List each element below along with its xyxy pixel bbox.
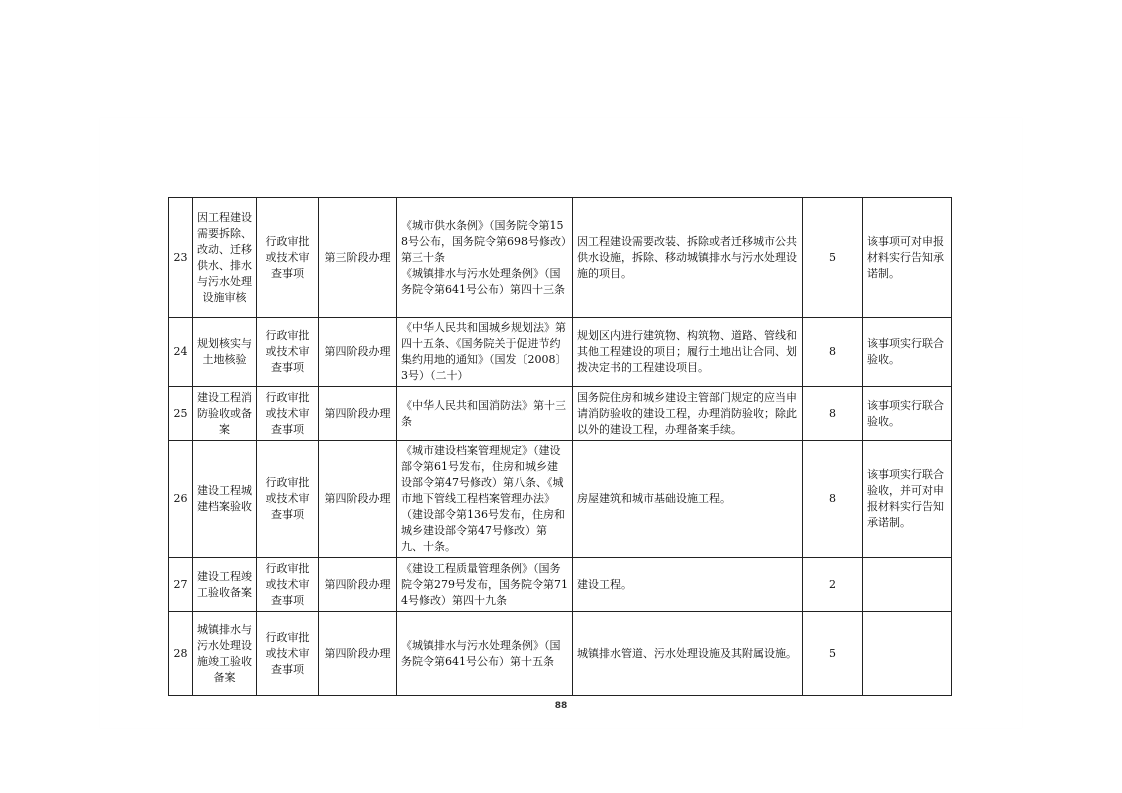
legal-basis: 《中华人民共和国城乡规划法》第四十五条、《国务院关于促进节约集约用地的通知》（国发〔2008〕3号）（二十） bbox=[397, 318, 573, 387]
item-name: 规划核实与土地核验 bbox=[193, 318, 257, 387]
row-number: 26 bbox=[169, 441, 193, 558]
remarks bbox=[863, 558, 952, 612]
time-limit-days: 8 bbox=[803, 387, 863, 441]
remarks bbox=[863, 612, 952, 696]
row-number: 28 bbox=[169, 612, 193, 696]
item-type: 行政审批或技术审查事项 bbox=[257, 198, 319, 318]
item-type: 行政审批或技术审查事项 bbox=[257, 318, 319, 387]
handling-stage: 第四阶段办理 bbox=[319, 318, 397, 387]
item-name: 建设工程城建档案验收 bbox=[193, 441, 257, 558]
row-number: 27 bbox=[169, 558, 193, 612]
handling-stage: 第四阶段办理 bbox=[319, 441, 397, 558]
time-limit-days: 2 bbox=[803, 558, 863, 612]
remarks: 该事项可对申报材料实行告知承诺制。 bbox=[863, 198, 952, 318]
time-limit-days: 5 bbox=[803, 198, 863, 318]
applicable-scope: 建设工程。 bbox=[573, 558, 803, 612]
handling-stage: 第三阶段办理 bbox=[319, 198, 397, 318]
item-name: 因工程建设需要拆除、改动、迁移供水、排水与污水处理设施审核 bbox=[193, 198, 257, 318]
applicable-scope: 国务院住房和城乡建设主管部门规定的应当申请消防验收的建设工程，办理消防验收；除此以外的建设工程，办理备案手续。 bbox=[573, 387, 803, 441]
time-limit-days: 8 bbox=[803, 441, 863, 558]
time-limit-days: 5 bbox=[803, 612, 863, 696]
legal-basis-line-1: 《城市供水条例》（国务院令第158号公布，国务院令第698号修改）第三十条 bbox=[401, 218, 567, 264]
applicable-scope: 规划区内进行建筑物、构筑物、道路、管线和其他工程建设的项目；履行土地出让合同、划拨决定书的工程建设项目。 bbox=[573, 318, 803, 387]
handling-stage: 第四阶段办理 bbox=[319, 387, 397, 441]
row-number: 25 bbox=[169, 387, 193, 441]
table-row bbox=[169, 441, 952, 558]
item-name: 建设工程竣工验收备案 bbox=[193, 558, 257, 612]
remarks: 该事项实行联合验收。 bbox=[863, 318, 952, 387]
legal-basis-line-2: 《城镇排水与污水处理条例》（国务院令第641号公布）第四十三条 bbox=[401, 266, 565, 296]
legal-basis: 《中华人民共和国消防法》第十三条 bbox=[397, 387, 573, 441]
item-type: 行政审批或技术审查事项 bbox=[257, 387, 319, 441]
item-type: 行政审批或技术审查事项 bbox=[257, 558, 319, 612]
table-row bbox=[169, 198, 952, 318]
table-row bbox=[169, 558, 952, 612]
applicable-scope: 房屋建筑和城市基础设施工程。 bbox=[573, 441, 803, 558]
applicable-scope: 城镇排水管道、污水处理设施及其附属设施。 bbox=[573, 612, 803, 696]
legal-basis: 《城市建设档案管理规定》（建设部令第61号发布，住房和城乡建设部令第47号修改）第八条、《城市地下管线工程档案管理办法》（建设部令第136号发布，住房和城乡建设部令第47号修改）第九、十条。 bbox=[397, 441, 573, 558]
table-row bbox=[169, 387, 952, 441]
legal-basis: 《城镇排水与污水处理条例》（国务院令第641号公布）第十五条 bbox=[397, 612, 573, 696]
handling-stage: 第四阶段办理 bbox=[319, 612, 397, 696]
row-number: 23 bbox=[169, 198, 193, 318]
remarks: 该事项实行联合验收，并可对申报材料实行告知承诺制。 bbox=[863, 441, 952, 558]
approval-items-table bbox=[168, 197, 952, 696]
row-number: 24 bbox=[169, 318, 193, 387]
item-type: 行政审批或技术审查事项 bbox=[257, 612, 319, 696]
handling-stage: 第四阶段办理 bbox=[319, 558, 397, 612]
legal-basis: 《建设工程质量管理条例》（国务院令第279号发布，国务院令第714号修改）第四十九条 bbox=[397, 558, 573, 612]
item-name: 城镇排水与污水处理设施竣工验收备案 bbox=[193, 612, 257, 696]
time-limit-days: 8 bbox=[803, 318, 863, 387]
table-row bbox=[169, 612, 952, 696]
table-row bbox=[169, 318, 952, 387]
remarks: 该事项实行联合验收。 bbox=[863, 387, 952, 441]
legal-basis bbox=[397, 198, 573, 318]
item-type: 行政审批或技术审查事项 bbox=[257, 441, 319, 558]
applicable-scope: 因工程建设需要改装、拆除或者迁移城市公共供水设施，拆除、移动城镇排水与污水处理设施的项目。 bbox=[573, 198, 803, 318]
page-number: 88 bbox=[554, 701, 568, 711]
item-name: 建设工程消防验收或备案 bbox=[193, 387, 257, 441]
